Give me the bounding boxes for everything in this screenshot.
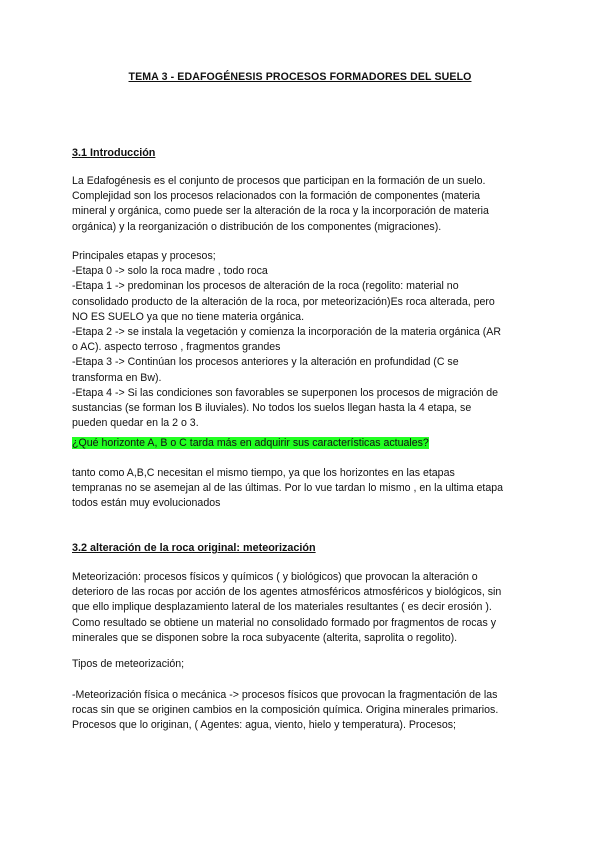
highlighted-question bbox=[72, 436, 532, 451]
text-line: Como resultado se obtiene un material no consolidado formado por fragmentos de rocas y bbox=[72, 616, 496, 629]
document-title: TEMA 3 - EDAFOGÉNESIS PROCESOS FORMADORES DEL SUELO bbox=[128, 71, 472, 83]
section-heading-introduccion: 3.1 Introducción bbox=[72, 147, 156, 159]
text-line: rocas sin que se originen cambios en la composición química. Origina minerales primarios. bbox=[72, 704, 499, 717]
text-line: mineral y orgánica, como puede ser la alteración de la roca y la incorporación de materia bbox=[72, 205, 489, 218]
text-line: deterioro de las rocas por acción de los agentes atmosféricos atmosféricos y biológicos, sin bbox=[72, 586, 502, 599]
question-highlight: ¿Qué horizonte A, B o C tarda más en adquirir sus características actuales? bbox=[72, 437, 429, 449]
text-line: todos están muy evolucionados bbox=[72, 497, 221, 510]
text-line: -Etapa 4 -> Si las condiciones son favorables se superponen los procesos de migración de bbox=[72, 386, 499, 399]
text-line: tempranas no se asemejan al de las últimas. Por lo vue tardan lo mismo , en la ultima etapa bbox=[72, 482, 504, 495]
text-line: -Etapa 2 -> se instala la vegetación y comienza la incorporación de la materia orgánica (AR bbox=[72, 326, 501, 339]
answer-paragraph bbox=[72, 466, 532, 512]
section-heading-meteorizacion: 3.2 alteración de la roca original: meteorización bbox=[72, 542, 316, 554]
text-line: -Meteorización física o mecánica -> procesos físicos que provocan la fragmentación de las bbox=[72, 689, 498, 701]
text-line: NO ES SUELO ya que no tiene materia orgánica. bbox=[72, 310, 305, 323]
text-line: Principales etapas y procesos; bbox=[72, 250, 216, 262]
text-line: Meteorización: procesos físicos y químicos ( y biológicos) que provocan la alteración o bbox=[72, 571, 478, 583]
text-line: transforma en Bw). bbox=[72, 371, 162, 384]
intro-paragraph bbox=[72, 174, 532, 235]
text-line: Complejidad son los procesos relacionados con la formación de componentes (materia bbox=[72, 190, 481, 203]
text-line: o AC). aspecto terroso , fragmentos grandes bbox=[72, 341, 281, 354]
text-line: tanto como A,B,C necesitan el mismo tiempo, ya que los horizontes en las etapas bbox=[72, 467, 455, 479]
meteorization-paragraph bbox=[72, 570, 532, 646]
text-line: -Etapa 3 -> Continúan los procesos anteriores y la alteración en profundidad (C se bbox=[72, 356, 459, 369]
text-line: consolidado producto de la alteración de la roca, por meteorización)Es roca alterada, pero bbox=[72, 295, 495, 308]
text-line: -Etapa 0 -> solo la roca madre , todo roca bbox=[72, 265, 268, 278]
text-line: orgánica) y la reorganización o distribución de los componentes (migraciones). bbox=[72, 220, 442, 233]
text-line: Procesos que lo originan, ( Agentes: agua, viento, hielo y temperatura). Procesos; bbox=[72, 719, 456, 732]
text-line: sustancias (se forman los B iluviales). No todos los suelos llegan hasta la 4 etapa, se bbox=[72, 402, 472, 415]
text-line: que ello implique desplazamiento lateral de los materiales resultantes ( es decir erosión ). bbox=[72, 601, 492, 614]
physical-meteorization-paragraph bbox=[72, 688, 532, 734]
text-line: La Edafogénesis es el conjunto de procesos que participan en la formación de un suelo. bbox=[72, 175, 486, 187]
text-line: -Etapa 1 -> predominan los procesos de alteración de la roca (regolito: material no bbox=[72, 280, 459, 293]
stages-list bbox=[72, 249, 532, 431]
types-title: Tipos de meteorización; bbox=[72, 658, 185, 670]
text-line: minerales que se disponen sobre la roca subyacente (alterita, saprolita o regolito). bbox=[72, 631, 458, 644]
text-line: pueden quedar en la 2 o 3. bbox=[72, 417, 199, 430]
